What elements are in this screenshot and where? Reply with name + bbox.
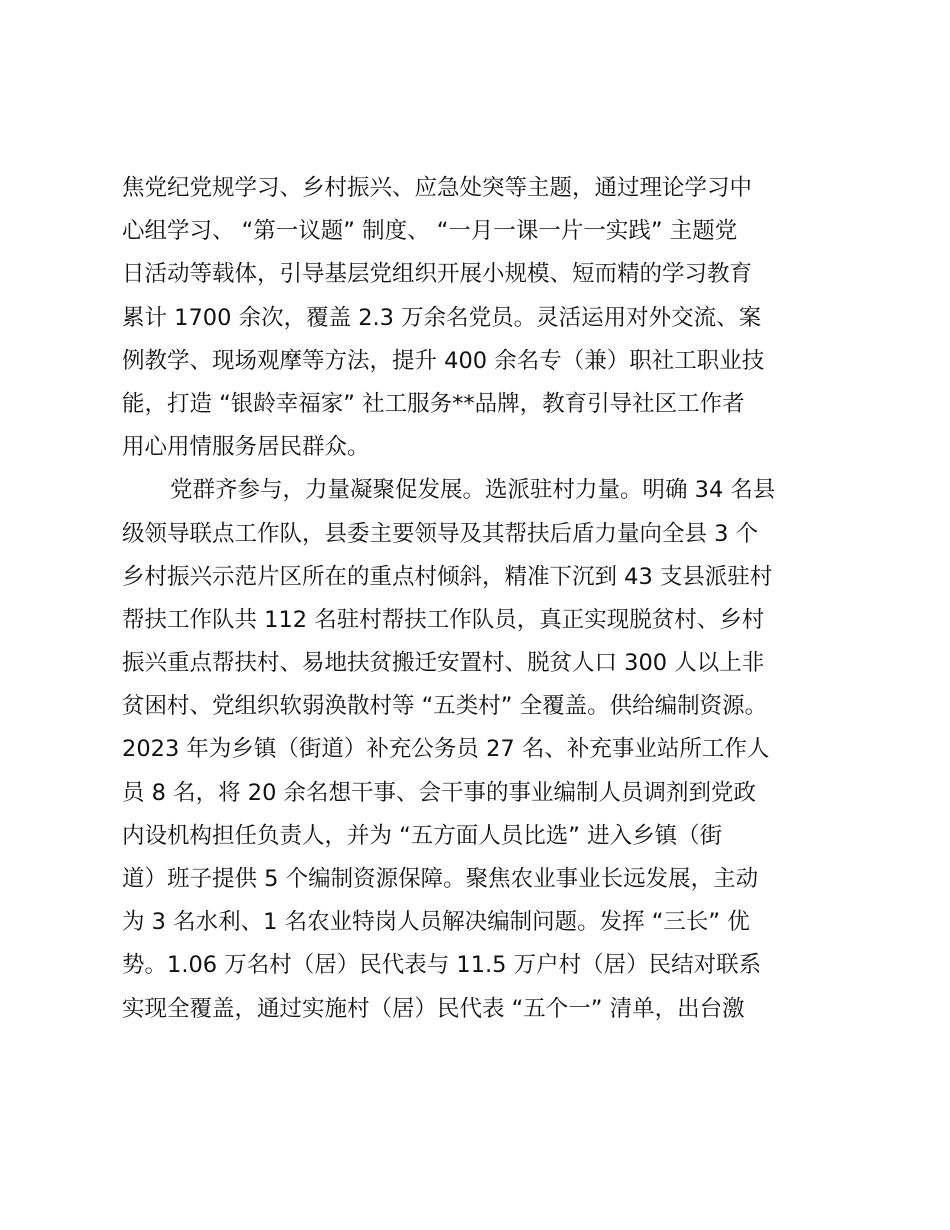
text-line: 道）班子提供 5 个编制资源保障。聚焦农业事业长远发展，主动	[122, 866, 759, 892]
text-line: 例教学、现场观摩等方法，提升 400 余名专（兼）职社工职业技	[122, 347, 765, 374]
text-line: 用心用情服务居民群众。	[122, 434, 370, 461]
text-line: 内设机构担任负责人，并为 “五方面人员比选” 进入乡镇（街	[122, 822, 723, 849]
text-line: 振兴重点帮扶村、易地扶贫搬迁安置村、脱贫人口 300 人以上非	[122, 650, 765, 677]
paragraph-2	[122, 469, 842, 1030]
text-line: 焦党纪党规学习、乡村振兴、应急处突等主题，通过理论学习中	[122, 175, 753, 201]
text-line: 心组学习、 “第一议题” 制度、 “一月一课一片一实践” 主题党	[122, 218, 738, 245]
text-line: 员 8 名，将 20 余名想干事、会干事的事业编制人员调剂到党政	[122, 779, 757, 806]
text-line: 势。1.06 万名村（居）民代表与 11.5 万户村（居）民结对联系	[122, 952, 762, 979]
text-line: 为 3 名水利、1 名农业特岗人员解决编制问题。发挥 “三长” 优	[122, 909, 750, 936]
text-line: 级领导联点工作队，县委主要领导及其帮扶后盾力量向全县 3 个	[122, 520, 759, 547]
text-line: 2023 年为乡镇（街道）补充公务员 27 名、补充事业站所工作人	[122, 736, 770, 763]
text-line: 日活动等载体，引导基层党组织开展小规模、短而精的学习教育	[122, 261, 753, 288]
text-line: 累计 1700 余次，覆盖 2.3 万余名党员。灵活运用对外交流、案	[122, 304, 762, 331]
text-line: 帮扶工作队共 112 名驻村帮扶工作队员，真正实现脱贫村、乡村	[122, 606, 765, 633]
text-line: 能，打造 “银龄幸福家” 社工服务**品牌，教育引导社区工作者	[122, 390, 745, 417]
text-line: 乡村振兴示范片区所在的重点村倾斜，精准下沉到 43 支县派驻村	[122, 563, 773, 590]
text-line: 党群齐参与，力量凝聚促发展。选派驻村力量。明确 34 名县	[170, 477, 776, 504]
text-line: 实现全覆盖，通过实施村（居）民代表 “五个一” 清单，出台激	[122, 995, 745, 1022]
paragraph-1	[122, 167, 842, 469]
text-line: 贫困村、党组织软弱涣散村等 “五类村” 全覆盖。供给编制资源。	[122, 693, 768, 720]
body-text	[122, 167, 842, 1031]
